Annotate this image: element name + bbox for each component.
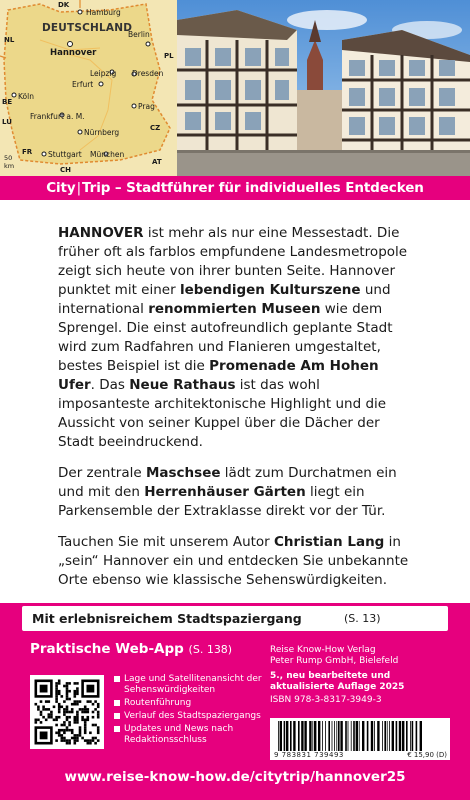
highlight: Promenade Am Hohen Ufer [58,358,379,393]
highlight: lebendigen Kulturszene [179,282,361,298]
map-city-label: Hamburg [86,8,121,17]
city-name: HANNOVER [58,225,144,241]
feature-item: Routenführung [114,698,262,709]
highlight: Herrenhäuser Gärten [144,484,306,500]
price: € 15,90 (D) [407,751,447,759]
germany-map [0,0,177,176]
qr-code-graphic [30,675,104,749]
text-run: ist das wohl imposanteste architektonische Highlight und die Aussicht von seiner Kuppel über die Dächer der Stadt beeindruckend. [58,377,387,450]
map-neighbor-label: NL [4,36,15,44]
map-neighbor-label: CH [60,166,71,174]
map-neighbor-label: FR [22,148,33,156]
text-run: lädt zum Durchatmen ein und mit den [58,465,397,500]
map-scale-value: 50 [4,154,13,162]
isbn: ISBN 978-3-8317-3949-3 [270,695,382,705]
map-city-label: Frankfurt a. M. [30,112,85,121]
ean-barcode [270,718,450,760]
map-neighbor-label: BE [2,98,13,106]
map-neighbor-label: LU [2,118,12,126]
city-photo [177,0,470,176]
map-neighbor-label: AT [152,158,162,166]
web-app-title: Praktische Web-App [30,641,184,657]
map-capital-label: Hannover [50,48,97,58]
edition-note: 5., neu bearbeitete und aktualisierte Auflage 2025 [270,671,405,692]
highlight: renommierten Museen [148,301,321,317]
description-paragraph-1 [58,224,414,452]
series-banner [0,176,470,200]
map-city-label: Leipzig [90,69,117,78]
map-city-label: Nürnberg [84,128,120,137]
old-town-photo-graphic [177,0,470,176]
text-run: in „sein“ Hannover ein und entdecken Sie unbekannte Orte ebenso wie klassische Sehenswürdigkeiten. [58,534,409,588]
walking-tour-box [22,606,448,631]
map-city-label: München [90,150,125,159]
banner-brand-city: City [46,180,76,196]
web-app-feature-list [114,674,262,748]
text-run: und international [58,282,391,317]
map-neighbor-label: CZ [150,124,161,132]
map-city-label: Köln [18,92,34,101]
description-paragraph-2 [58,464,414,521]
highlight: Maschsee [145,465,221,481]
map-neighbor-label: DK [58,1,70,9]
map-country-label: DEUTSCHLAND [42,22,133,34]
text-run: Tauchen Sie mit unserem Autor [58,534,275,550]
description-paragraph-3 [58,533,414,590]
highlight: Neue Rathaus [129,377,236,393]
map-city-label: Dresden [132,69,164,78]
map-city-label: Erfurt [72,80,94,89]
map-scale [4,154,14,170]
text-run: Der zentrale [58,465,146,481]
description-text [58,224,414,602]
website-link[interactable]: www.reise-know-how.de/citytrip/hannover25 [64,769,406,785]
qr-code[interactable] [30,675,104,749]
map-city-label: Prag [138,102,155,111]
barcode-graphic [274,721,424,751]
barcode-number: 9 783831 739493 [274,751,344,759]
text-run: liegt ein Parkensemble der Extraklasse direkt vor der Tür. [58,484,386,519]
text-run: . Das [90,377,130,393]
text-run: wie dem Sprengel. Die einst autofreundlich geplante Stadt wird zum Radfahren und Flanieren umgestaltet, bestes Beispiel ist die [58,301,393,374]
web-app-page: (S. 138) [188,643,233,656]
walking-tour-text: Mit erlebnisreichem Stadtspaziergang [32,611,302,626]
publisher-info [270,645,450,706]
publisher-company: Peter Rump GmbH, Bielefeld [270,656,399,666]
map-neighbor-label: PL [164,52,174,60]
banner-tagline: Trip – Stadtführer für individuelles Entdecken [82,180,424,196]
author-name: Christian Lang [274,534,385,550]
map-city-label: Stuttgart [48,150,82,159]
banner-divider: | [76,180,82,196]
feature-item: Verlauf des Stadtspaziergangs [114,711,262,722]
web-app-heading [30,641,232,657]
feature-item: Lage und Satellitenansicht der Sehenswürdigkeiten [114,674,262,696]
walking-tour-page: (S. 13) [344,612,381,625]
map-city-label: Berlin [128,30,150,39]
publisher-name: Reise Know-How Verlag [270,645,376,655]
map-scale-unit: km [4,162,15,170]
cover-images [0,0,470,176]
feature-item: Updates und News nach Redaktionsschluss [114,724,262,746]
text-run: ist mehr als nur eine Messestadt. Die früher oft als farblos empfundene Landesmetropole zeigt sich heute von ihrer bunten Seite. Hannover punktet mit einer [58,225,408,298]
